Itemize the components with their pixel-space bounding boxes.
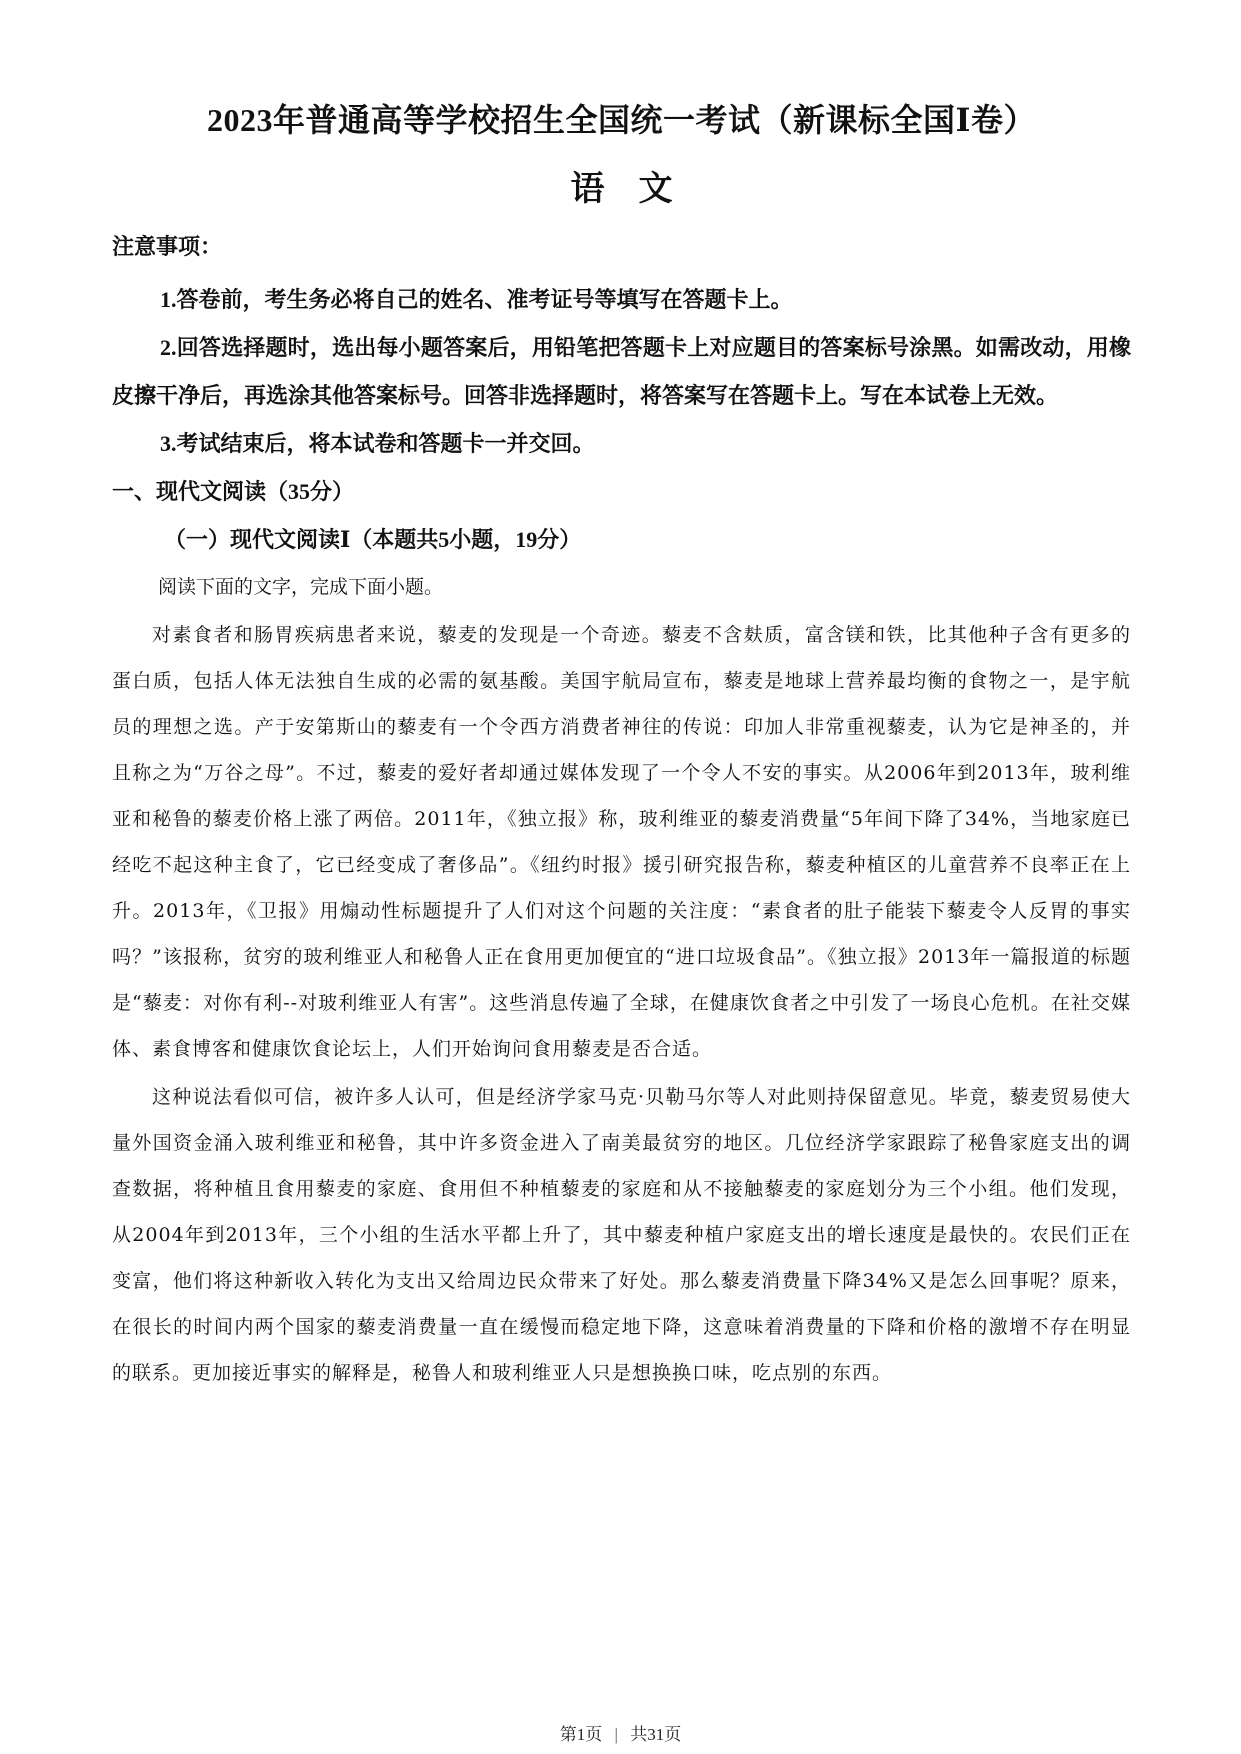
passage-paragraph-2: 这种说法看似可信，被许多人认可，但是经济学家马克·贝勒马尔等人对此则持保留意见。毕竟，藜麦贸易使大量外国资金涌入玻利维亚和秘鲁，其中许多资金进入了南美最贫穷的地区。几位经济学家跟踪了秘鲁家庭支出的调查数据，将种植且食用藜麦的家庭、食用但不种植藜麦的家庭和从不接触藜麦的家庭划分为三个小组。他们发现，从2004年到2013年，三个小组的生活水平都上升了，其中藜麦种植户家庭支出的增长速度是最快的。农民们正在变富，他们将这种新收入转化为支出又给周边民众带来了好处。那么藜麦消费量下降34%又是怎么回事呢？原来，在很长的时间内两个国家的藜麦消费量一直在缓慢而稳定地下降，这意味着消费量的下降和价格的激增不存在明显的联系。更加接近事实的解释是，秘鲁人和玻利维亚人只是想换换口味，吃点别的东西。 (112, 1086, 1131, 1384)
footer-separator: | (614, 1725, 618, 1744)
notice-block (112, 230, 1131, 468)
reading-instruction: 阅读下面的文字，完成下面小题。 (158, 577, 444, 598)
notice-item-2: 2.回答选择题时，选出每小题答案后，用铅笔把答题卡上对应题目的答案标号涂黑。如需改动，用橡皮擦干净后，再选涂其他答案标号。回答非选择题时，将答案写在答题卡上。写在本试卷上无效。 (112, 335, 1131, 408)
page-footer (0, 1720, 1241, 1745)
passage-paragraph-1: 对素食者和肠胃疾病患者来说，藜麦的发现是一个奇迹。藜麦不含麸质，富含镁和铁，比其他种子含有更多的蛋白质，包括人体无法独自生成的必需的氨基酸。美国宇航局宣布，藜麦是地球上营养最均衡的食物之一，是宇航员的理想之选。产于安第斯山的藜麦有一个令西方消费者神往的传说：印加人非常重视藜麦，认为它是神圣的，并且称之为“万谷之母”。不过，藜麦的爱好者却通过媒体发现了一个令人不安的事实。从2006年到2013年，玻利维亚和秘鲁的藜麦价格上涨了两倍。2011年，《独立报》称，玻利维亚的藜麦消费量“5年间下降了34%，当地家庭已经吃不起这种主食了，它已经变成了奢侈品”。《纽约时报》援引研究报告称，藜麦种植区的儿童营养不良率正在上升。2013年，《卫报》用煽动性标题提升了人们对这个问题的关注度：“素食者的肚子能装下藜麦令人反胃的事实吗？”该报称，贫穷的玻利维亚人和秘鲁人正在食用更加便宜的“进口垃圾食品”。《独立报》2013年一篇报道的标题是“藜麦：对你有利--对玻利维亚人有害”。这些消息传遍了全球，在健康饮食者之中引发了一场良心危机。在社交媒体、素食博客和健康饮食论坛上，人们开始询问食用藜麦是否合适。 (112, 624, 1131, 1060)
exam-title: 2023年普通高等学校招生全国统一考试（新课标全国Ⅰ卷） (207, 102, 1036, 138)
page-total: 共31页 (630, 1725, 682, 1744)
subsection-heading: （一）现代文阅读Ⅰ（本题共5小题，19分） (164, 527, 582, 552)
subject-title: 语文 (570, 171, 707, 208)
notice-heading: 注意事项： (112, 234, 223, 259)
notice-item-3: 3.考试结束后，将本试卷和答题卡一并交回。 (160, 431, 595, 456)
reading-section (112, 468, 1131, 1396)
notice-item-1: 1.答卷前，考生务必将自己的姓名、准考证号等填写在答题卡上。 (160, 287, 793, 312)
page-number: 第1页 (559, 1725, 603, 1744)
section-heading: 一、现代文阅读（35分） (112, 479, 355, 504)
